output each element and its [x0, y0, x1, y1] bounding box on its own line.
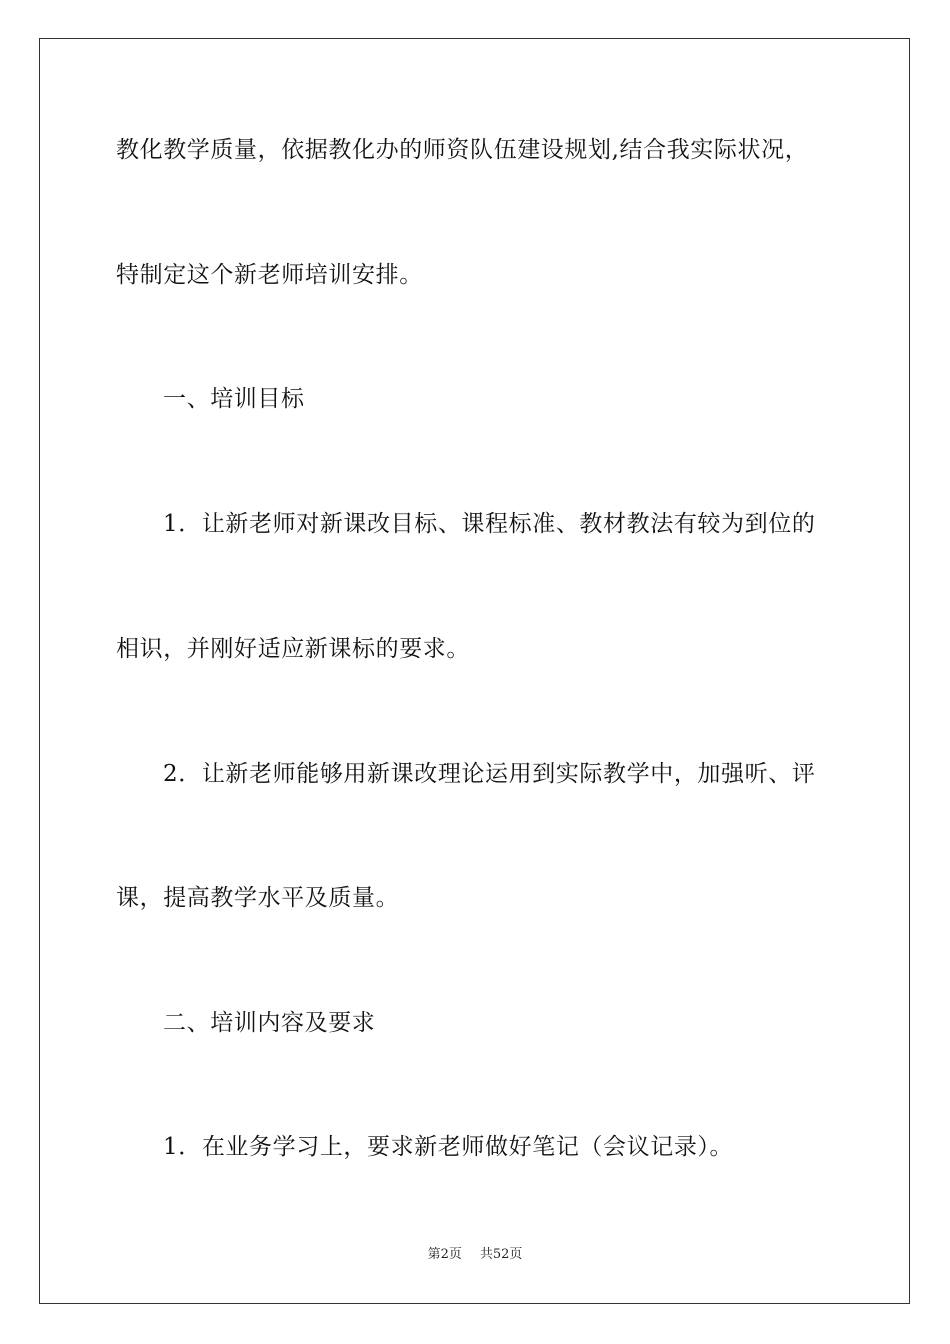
page-footer	[0, 1246, 950, 1264]
paragraph-line-9: 1．在业务学习上，要求新老师做好笔记（会议记录）。	[163, 1134, 734, 1160]
paragraph-line-1: 教化教学质量，依据教化办的师资队伍建设规划,结合我实际状况，	[116, 137, 809, 163]
paragraph-line-7: 课，提高教学水平及质量。	[116, 885, 400, 911]
paragraph-line-5: 相识，并刚好适应新课标的要求。	[116, 636, 470, 662]
page-frame	[39, 38, 910, 1304]
section-heading-training-content: 二、培训内容及要求	[163, 1010, 376, 1036]
page-number-current: 第2页	[427, 1247, 462, 1262]
page-number-total: 共52页	[479, 1247, 523, 1262]
paragraph-line-6: 2．让新老师能够用新课改理论运用到实际教学中，加强听、评	[163, 761, 816, 787]
paragraph-line-4: 1．让新老师对新课改目标、课程标准、教材教法有较为到位的	[163, 511, 816, 537]
paragraph-line-2: 特制定这个新老师培训安排。	[116, 262, 423, 288]
section-heading-training-goals: 一、培训目标	[163, 386, 305, 412]
